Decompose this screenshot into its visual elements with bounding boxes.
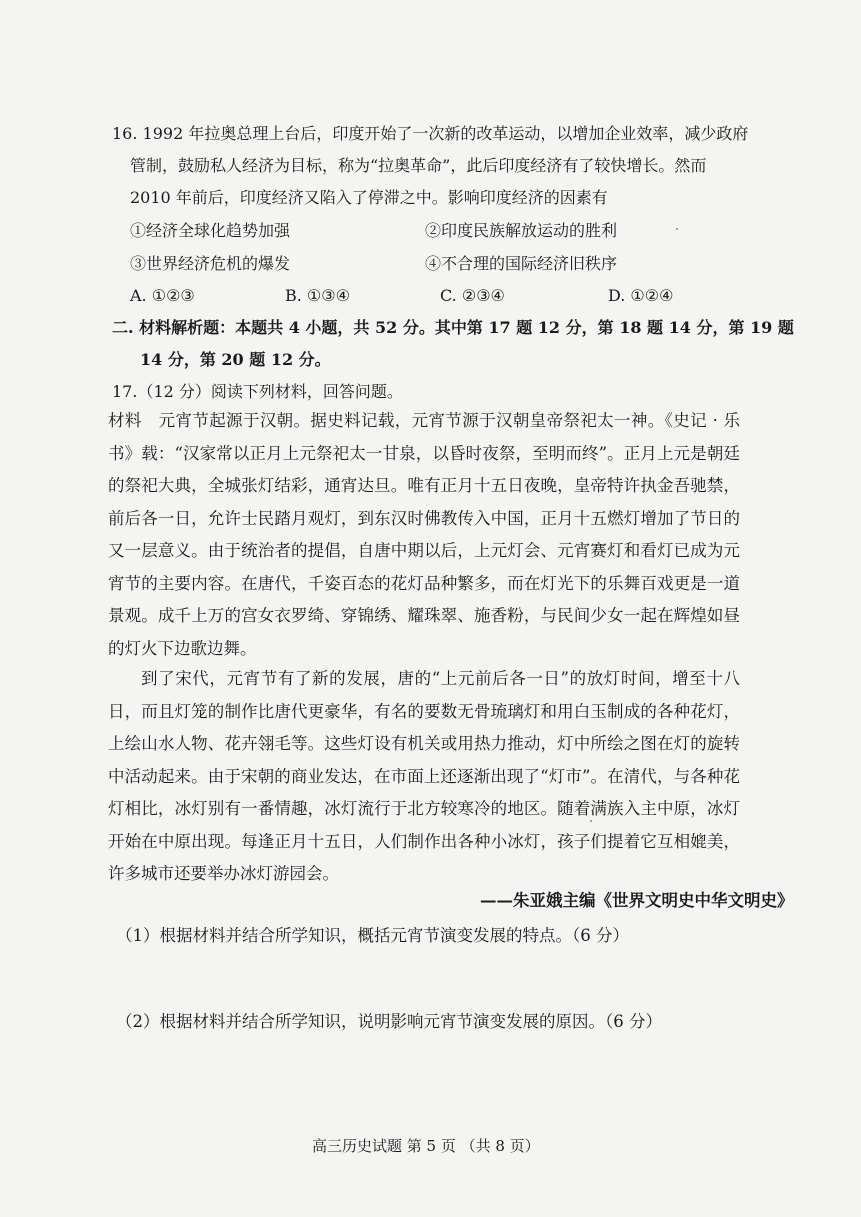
section-2-heading-line1: 二. 材料解析题：本题共 4 小题，共 52 分。其中第 17 题 12 分，第 18 题 14 分，第 19 题	[112, 318, 794, 337]
scan-speck	[676, 228, 678, 230]
scan-speck	[590, 820, 592, 822]
question-16-item-2: ②印度民族解放运动的胜利	[425, 221, 618, 240]
question-16-stem-line1: 16. 1992 年拉奥总理上台后，印度开始了一次新的改革运动，以增加企业效率，减少政府	[112, 124, 749, 143]
page-footer: 高三历史试题 第 5 页 （共 8 页）	[312, 1137, 540, 1155]
question-16-item-1: ①经济全球化趋势加强	[130, 221, 291, 240]
question-17-material-paragraph-2: 到了宋代，元宵节有了新的发展，唐的“上元前后各一日”的放灯时间，增至十八日，而且灯笼的制作比唐代更豪华，有名的要数无骨琉璃灯和用白玉制成的各种花灯，上绘山水人物、花卉翎毛等。这些灯设有机关或用热力推动，灯中所绘之图在灯的旋转中活动起来。由于宋朝的商业发达，在市面上还逐渐出现了“灯市”。在清代，与各种花灯相比，冰灯别有一番情趣，冰灯流行于北方较寒冷的地区。随着满族入主中原，冰灯开始在中原出现。每逢正月十五日，人们制作出各种小冰灯，孩子们提着它互相媲美，许多城市还要举办冰灯游园会。	[108, 669, 740, 883]
question-16-choice-a: A. ①②③	[130, 286, 195, 305]
question-16-choice-c: C. ②③④	[440, 286, 505, 305]
section-2-heading-line2: 14 分，第 20 题 12 分。	[140, 350, 331, 369]
question-16-stem-line3: 2010 年前后，印度经济又陷入了停滞之中。影响印度经济的因素有	[130, 188, 608, 207]
material-source-citation: ——朱亚娥主编《世界文明史中华文明史》	[480, 891, 794, 910]
question-17-material-paragraph-1: 材料 元宵节起源于汉朝。据史料记载，元宵节源于汉朝皇帝祭祀太一神。《史记 · 乐书》载：“汉家常以正月上元祭祀太一甘泉，以昏时夜祭，至明而终”。正月上元是朝廷的祭祀大典，全城张灯结彩，通宵达旦。唯有正月十五日夜晚，皇帝特许执金吾驰禁，前后各一日，允许士民踏月观灯，到东汉时佛教传入中国，正月十五燃灯增加了节日的又一层意义。由于统治者的提倡，自唐中期以后，上元灯会、元宵赛灯和看灯已成为元宵节的主要内容。在唐代，千姿百态的花灯品种繁多，而在灯光下的乐舞百戏更是一道景观。成千上万的宫女衣罗绮、穿锦绣、耀珠翠、施香粉，与民间少女一起在辉煌如昼的灯火下边歌边舞。	[108, 411, 740, 658]
question-16-choice-d: D. ①②④	[608, 286, 674, 305]
question-17-subquestion-1: （1）根据材料并结合所学知识，概括元宵节演变发展的特点。（6 分）	[116, 926, 629, 945]
question-16-stem-line2: 管制，鼓励私人经济为目标，称为“拉奥革命”，此后印度经济有了较快增长。然而	[130, 156, 707, 175]
question-17-header: 17.（12 分）阅读下列材料，回答问题。	[112, 382, 403, 401]
question-16-choice-b: B. ①③④	[285, 286, 350, 305]
question-16-item-4: ④不合理的国际经济旧秩序	[425, 254, 618, 273]
question-17-subquestion-2: （2）根据材料并结合所学知识，说明影响元宵节演变发展的原因。（6 分）	[116, 1012, 662, 1031]
question-16-item-3: ③世界经济危机的爆发	[130, 254, 291, 273]
